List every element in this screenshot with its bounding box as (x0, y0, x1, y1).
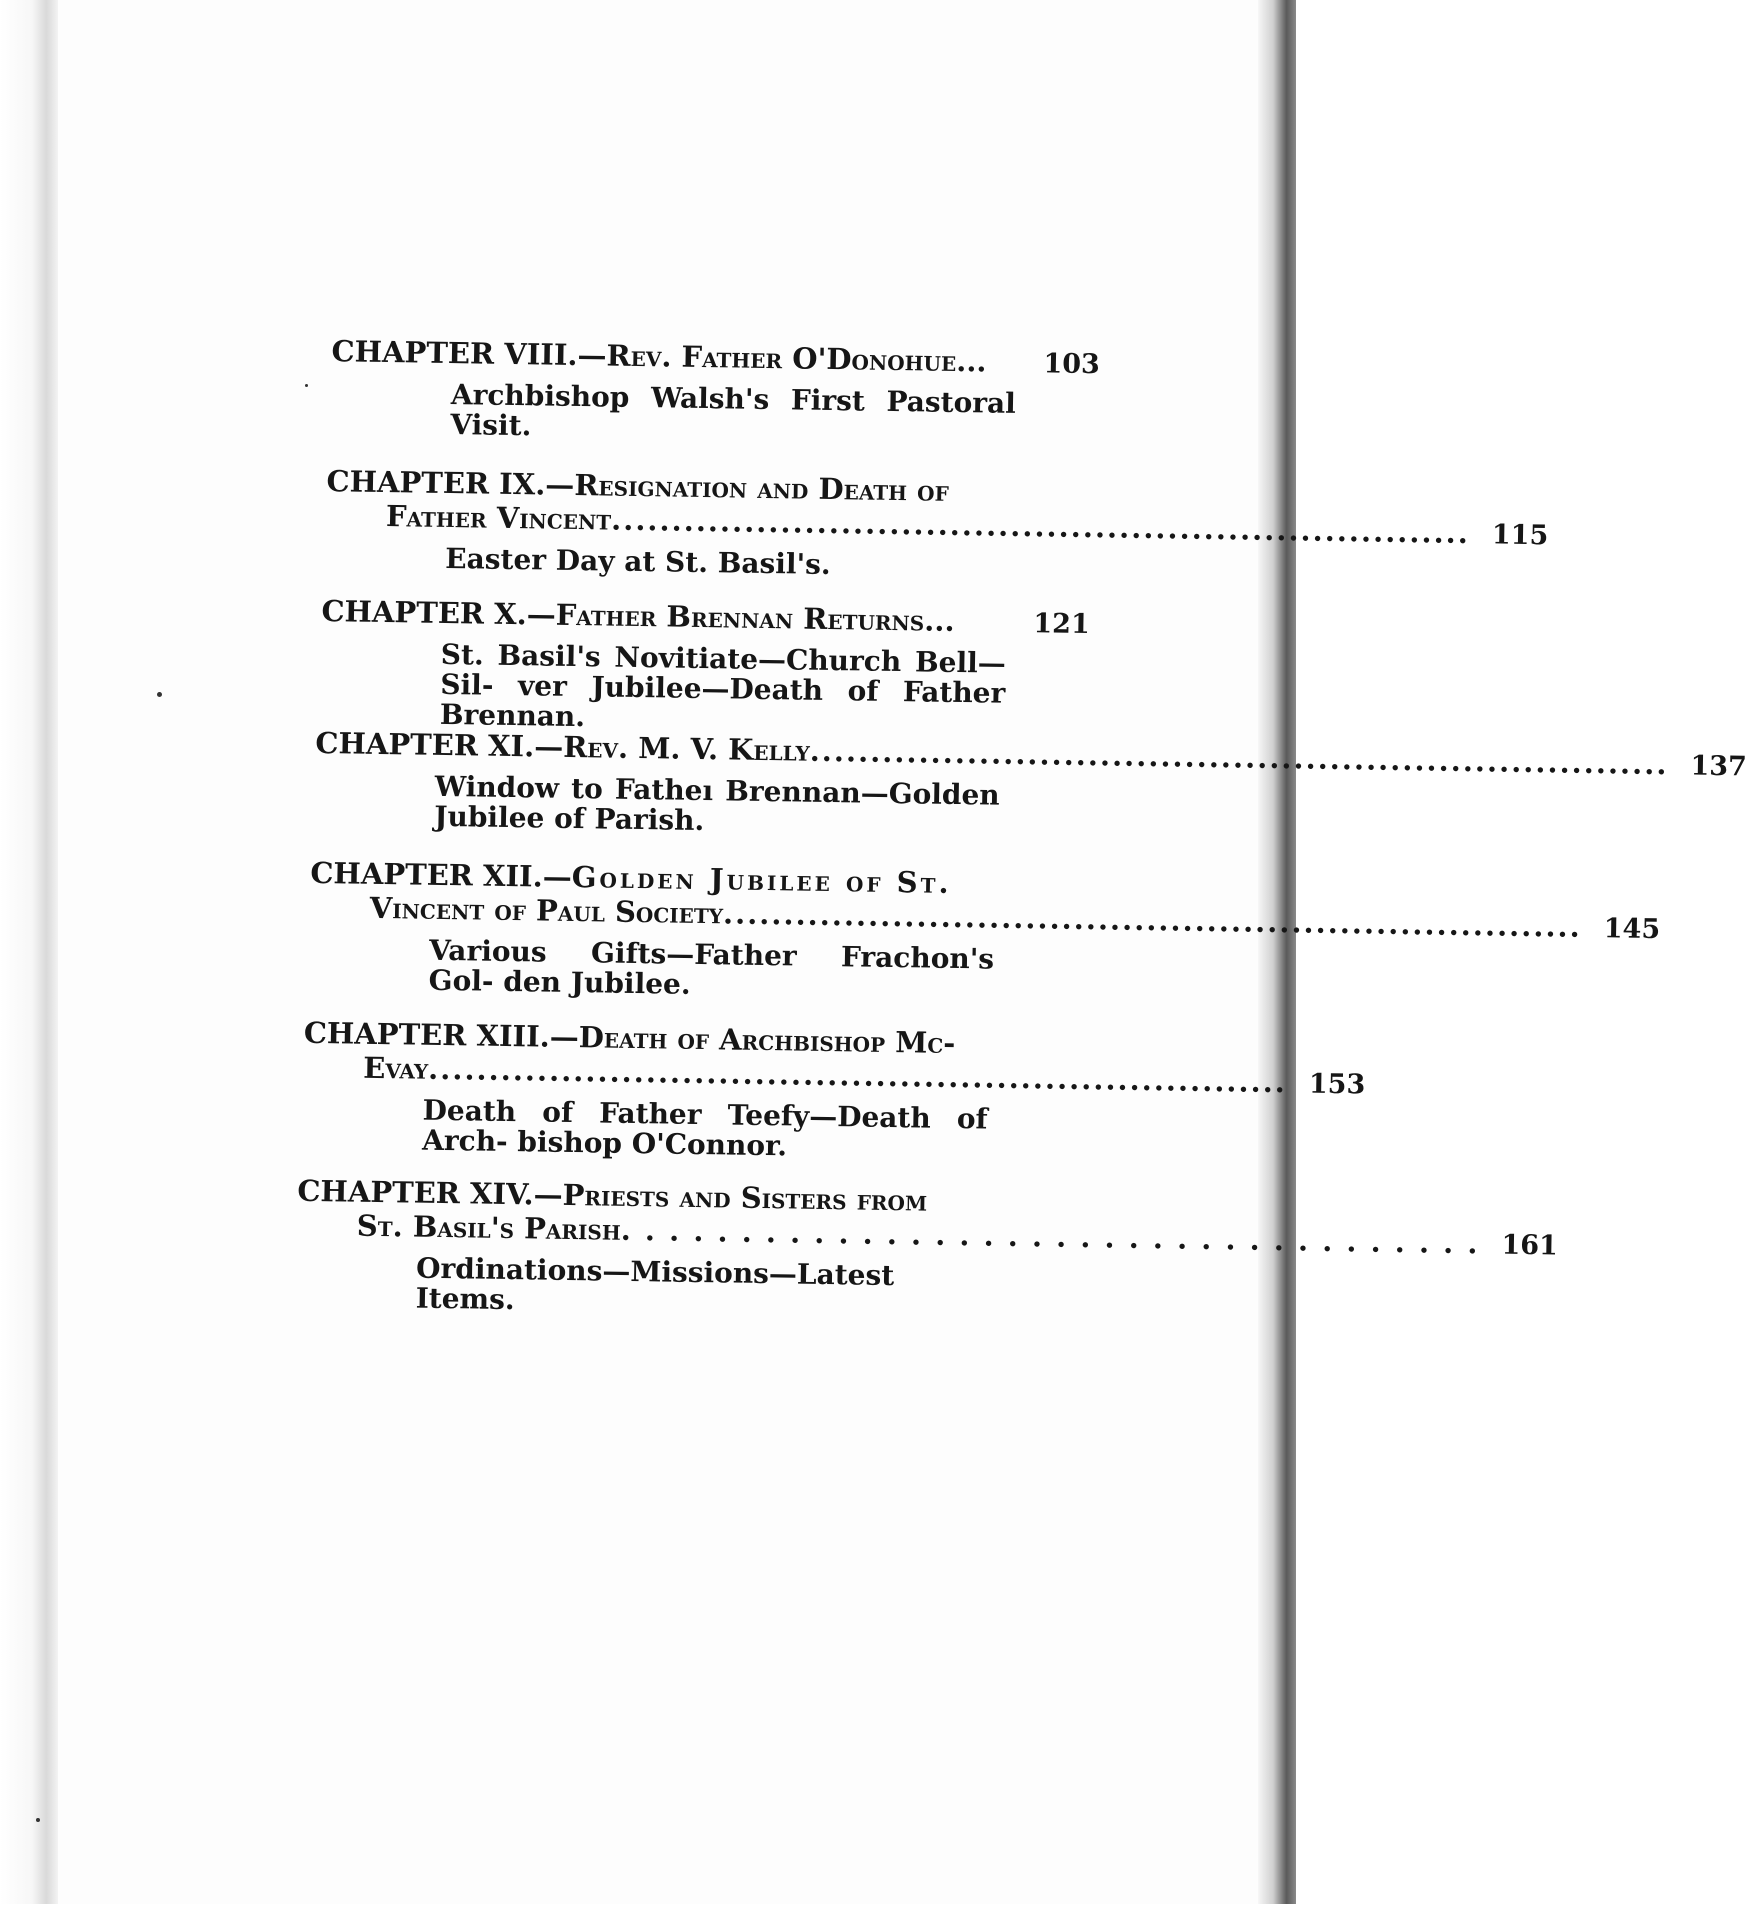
leader-dots: . . . . . . . . . . . . . . . . . . . . . . . . . . . . . . . . . . . . (620, 1212, 1480, 1261)
leader-dots: ....................................................................... (809, 733, 1669, 782)
chapter-heading (321, 594, 1090, 642)
chapter-description: Various Gifts—Father Frachon's Gol- den Jubilee. (428, 933, 995, 1001)
leader-dots (986, 371, 1021, 372)
leader-dots: ....................................................................... (427, 1051, 1288, 1100)
chapter-heading (331, 334, 1101, 382)
chapter-number: CHAPTER VIII.— (331, 334, 607, 373)
chapter-description: Easter Day at St. Basil's. (445, 541, 831, 582)
chapter-description: Archbishop Walsh's First Pastoral Visit. (450, 378, 1017, 443)
page-number: 103 (1043, 348, 1101, 381)
chapter-title-continuation: Evay (363, 1050, 429, 1086)
chapter-title: Death of Archbishop Mc- (578, 1020, 956, 1061)
chapter-description: Death of Father Teefy—Death of Arch- bishop O'Connor. (421, 1093, 988, 1163)
toc-entry-chapter-12 (308, 855, 1661, 1006)
chapter-number: CHAPTER XI.— (315, 725, 564, 764)
chapter-title: Resignation and Death of (574, 467, 950, 508)
leader-dots: ....................................................................... (722, 896, 1583, 944)
toc-entry-chapter-13 (302, 1015, 1366, 1166)
chapter-description: St. Basil's Novitiate—Church Bell—Sil- ver Jubilee—Death of Father Brennan. (439, 637, 1007, 734)
toc-entry-chapter-11 (314, 725, 1748, 842)
page-number: 115 (1491, 519, 1549, 552)
page-number: 145 (1603, 913, 1661, 946)
chapter-title-continuation: St. Basil's Parish (356, 1208, 622, 1247)
toc-entry-chapter-9 (325, 464, 1549, 584)
chapter-description: Window to Fatheı Brennan—Golden Jubilee of Parish. (434, 769, 1000, 838)
chapter-title-continuation: Father Vincent (385, 499, 612, 537)
chapter-title: Rev. M. V. Kelly (562, 729, 811, 768)
toc-entry-chapter-10 (320, 594, 1090, 740)
page-number: 153 (1308, 1068, 1366, 1101)
toc-entry-chapter-8 (330, 334, 1101, 450)
chapter-title: Golden Jubilee of St. (571, 859, 952, 900)
chapter-number: CHAPTER XII.— (310, 855, 573, 894)
chapter-title: Priests and Sisters from (562, 1177, 928, 1218)
chapter-title-continuation: Vincent of Paul Society (369, 890, 724, 931)
page-number: 137 (1690, 750, 1748, 783)
chapter-number: CHAPTER IX.— (326, 464, 575, 502)
page-number: 161 (1501, 1229, 1559, 1262)
leader-dots: ....................................................................... (610, 502, 1471, 551)
chapter-number: CHAPTER XIII.— (303, 1015, 580, 1055)
chapter-title: Father Brennan Returns... (555, 597, 955, 638)
page-number: 121 (1033, 608, 1090, 641)
chapter-description: Ordinations—Missions—Latest Items. (415, 1251, 895, 1317)
chapter-number: CHAPTER XIV.— (297, 1173, 563, 1212)
chapter-number: CHAPTER X.— (321, 594, 556, 632)
toc-entry-chapter-14 (295, 1173, 1559, 1324)
leader-dots (954, 631, 1011, 632)
chapter-title: Rev. Father O'Donohue... (606, 338, 987, 379)
